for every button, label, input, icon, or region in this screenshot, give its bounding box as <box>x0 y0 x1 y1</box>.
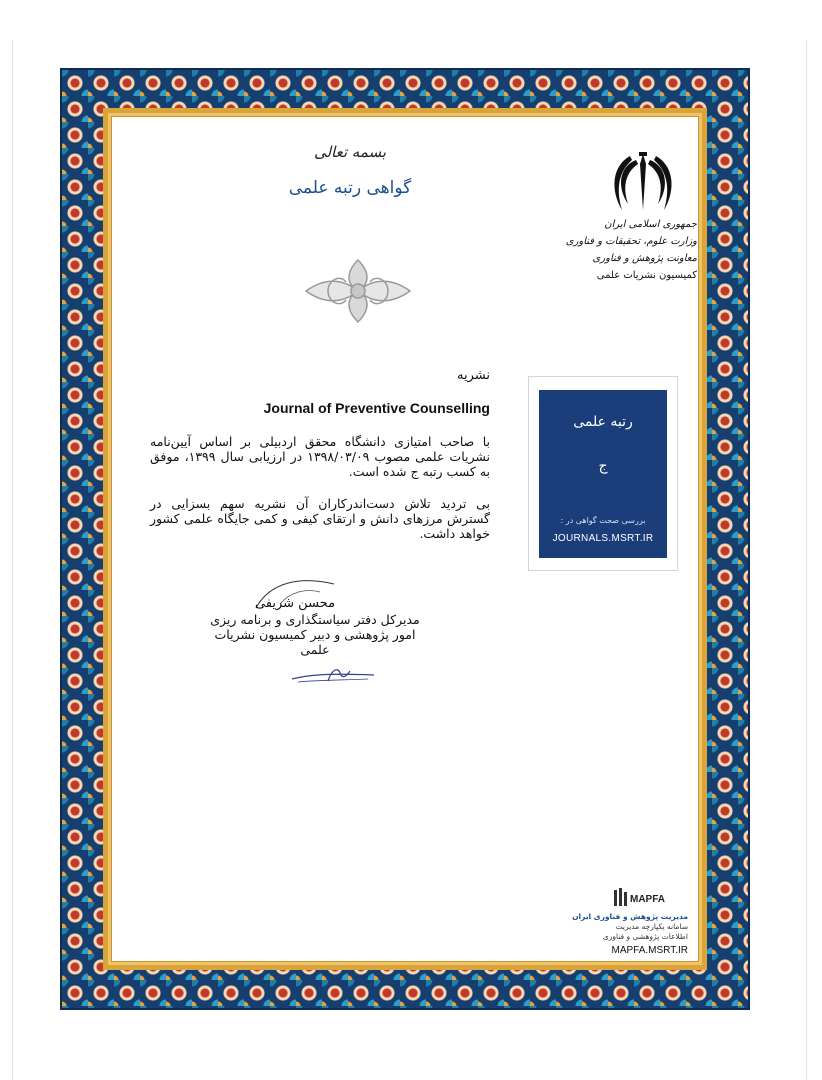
rank-check-label: بررسی صحت گواهی در : <box>560 516 646 525</box>
ministry-line-commission: کمیسیون نشریات علمی <box>596 270 697 281</box>
mapfa-site-link[interactable]: MAPFA.MSRT.IR <box>611 945 688 956</box>
ministry-line-country: جمهوری اسلامی ایران <box>604 219 697 230</box>
iran-emblem-icon <box>608 150 678 216</box>
page-edge-left <box>12 40 13 1080</box>
mapfa-block <box>560 912 688 956</box>
mapfa-line-3: اطلاعات پژوهشی و فناوری <box>602 932 688 941</box>
body-paragraph-2: بی تردید تلاش دست‌اندرکاران آن نشریه سهم بسزایی در گسترش مرزهای دانش و ارتقای کیفی و کمی جایگاه علمی کشور خواهد داشت. <box>150 496 490 541</box>
invocation-text: بسمه تعالی <box>313 143 387 161</box>
journal-label: نشریه <box>457 368 490 383</box>
body-paragraph-1: با صاحب امتیازی دانشگاه محقق اردبیلی بر اساس آیین‌نامه نشریات علمی مصوب ۱۳۹۸/۰۳/۰۹ در ارزیابی سال ۱۳۹۹، موفق به کسب رتبه ج شده است. <box>150 434 491 479</box>
mapfa-logo-text: MAPFA <box>630 894 665 905</box>
rank-title: رتبه علمی <box>573 414 633 430</box>
signer-role: مدیرکل دفتر سیاستگذاری و برنامه ریزی امور پژوهشی و دبیر کمیسیون نشریات علمی <box>210 612 420 657</box>
ministry-line-ministry: وزارت علوم، تحقیقات و فناوری <box>565 236 697 247</box>
rank-grade: ج <box>598 458 608 474</box>
certificate-title: گواهی رتبه علمی <box>288 178 412 198</box>
mapfa-line-1: مدیریت پژوهش و فناوری ایران <box>572 912 688 921</box>
mapfa-logo-icon <box>612 884 665 908</box>
ministry-line-deputy: معاونت پژوهش و فناوری <box>592 253 697 264</box>
page-edge-right <box>806 40 807 1080</box>
mapfa-line-2: سامانه یکپارچه مدیریت <box>615 922 688 931</box>
ministry-header <box>552 216 697 284</box>
rank-box <box>539 390 667 558</box>
journal-name: Journal of Preventive Counselling <box>263 400 490 416</box>
arabesque-ornament-icon <box>298 256 418 326</box>
signature-icon <box>288 663 378 685</box>
signer-name: محسن شریفی <box>254 596 336 611</box>
rank-verify-site[interactable]: JOURNALS.MSRT.IR <box>552 533 654 544</box>
